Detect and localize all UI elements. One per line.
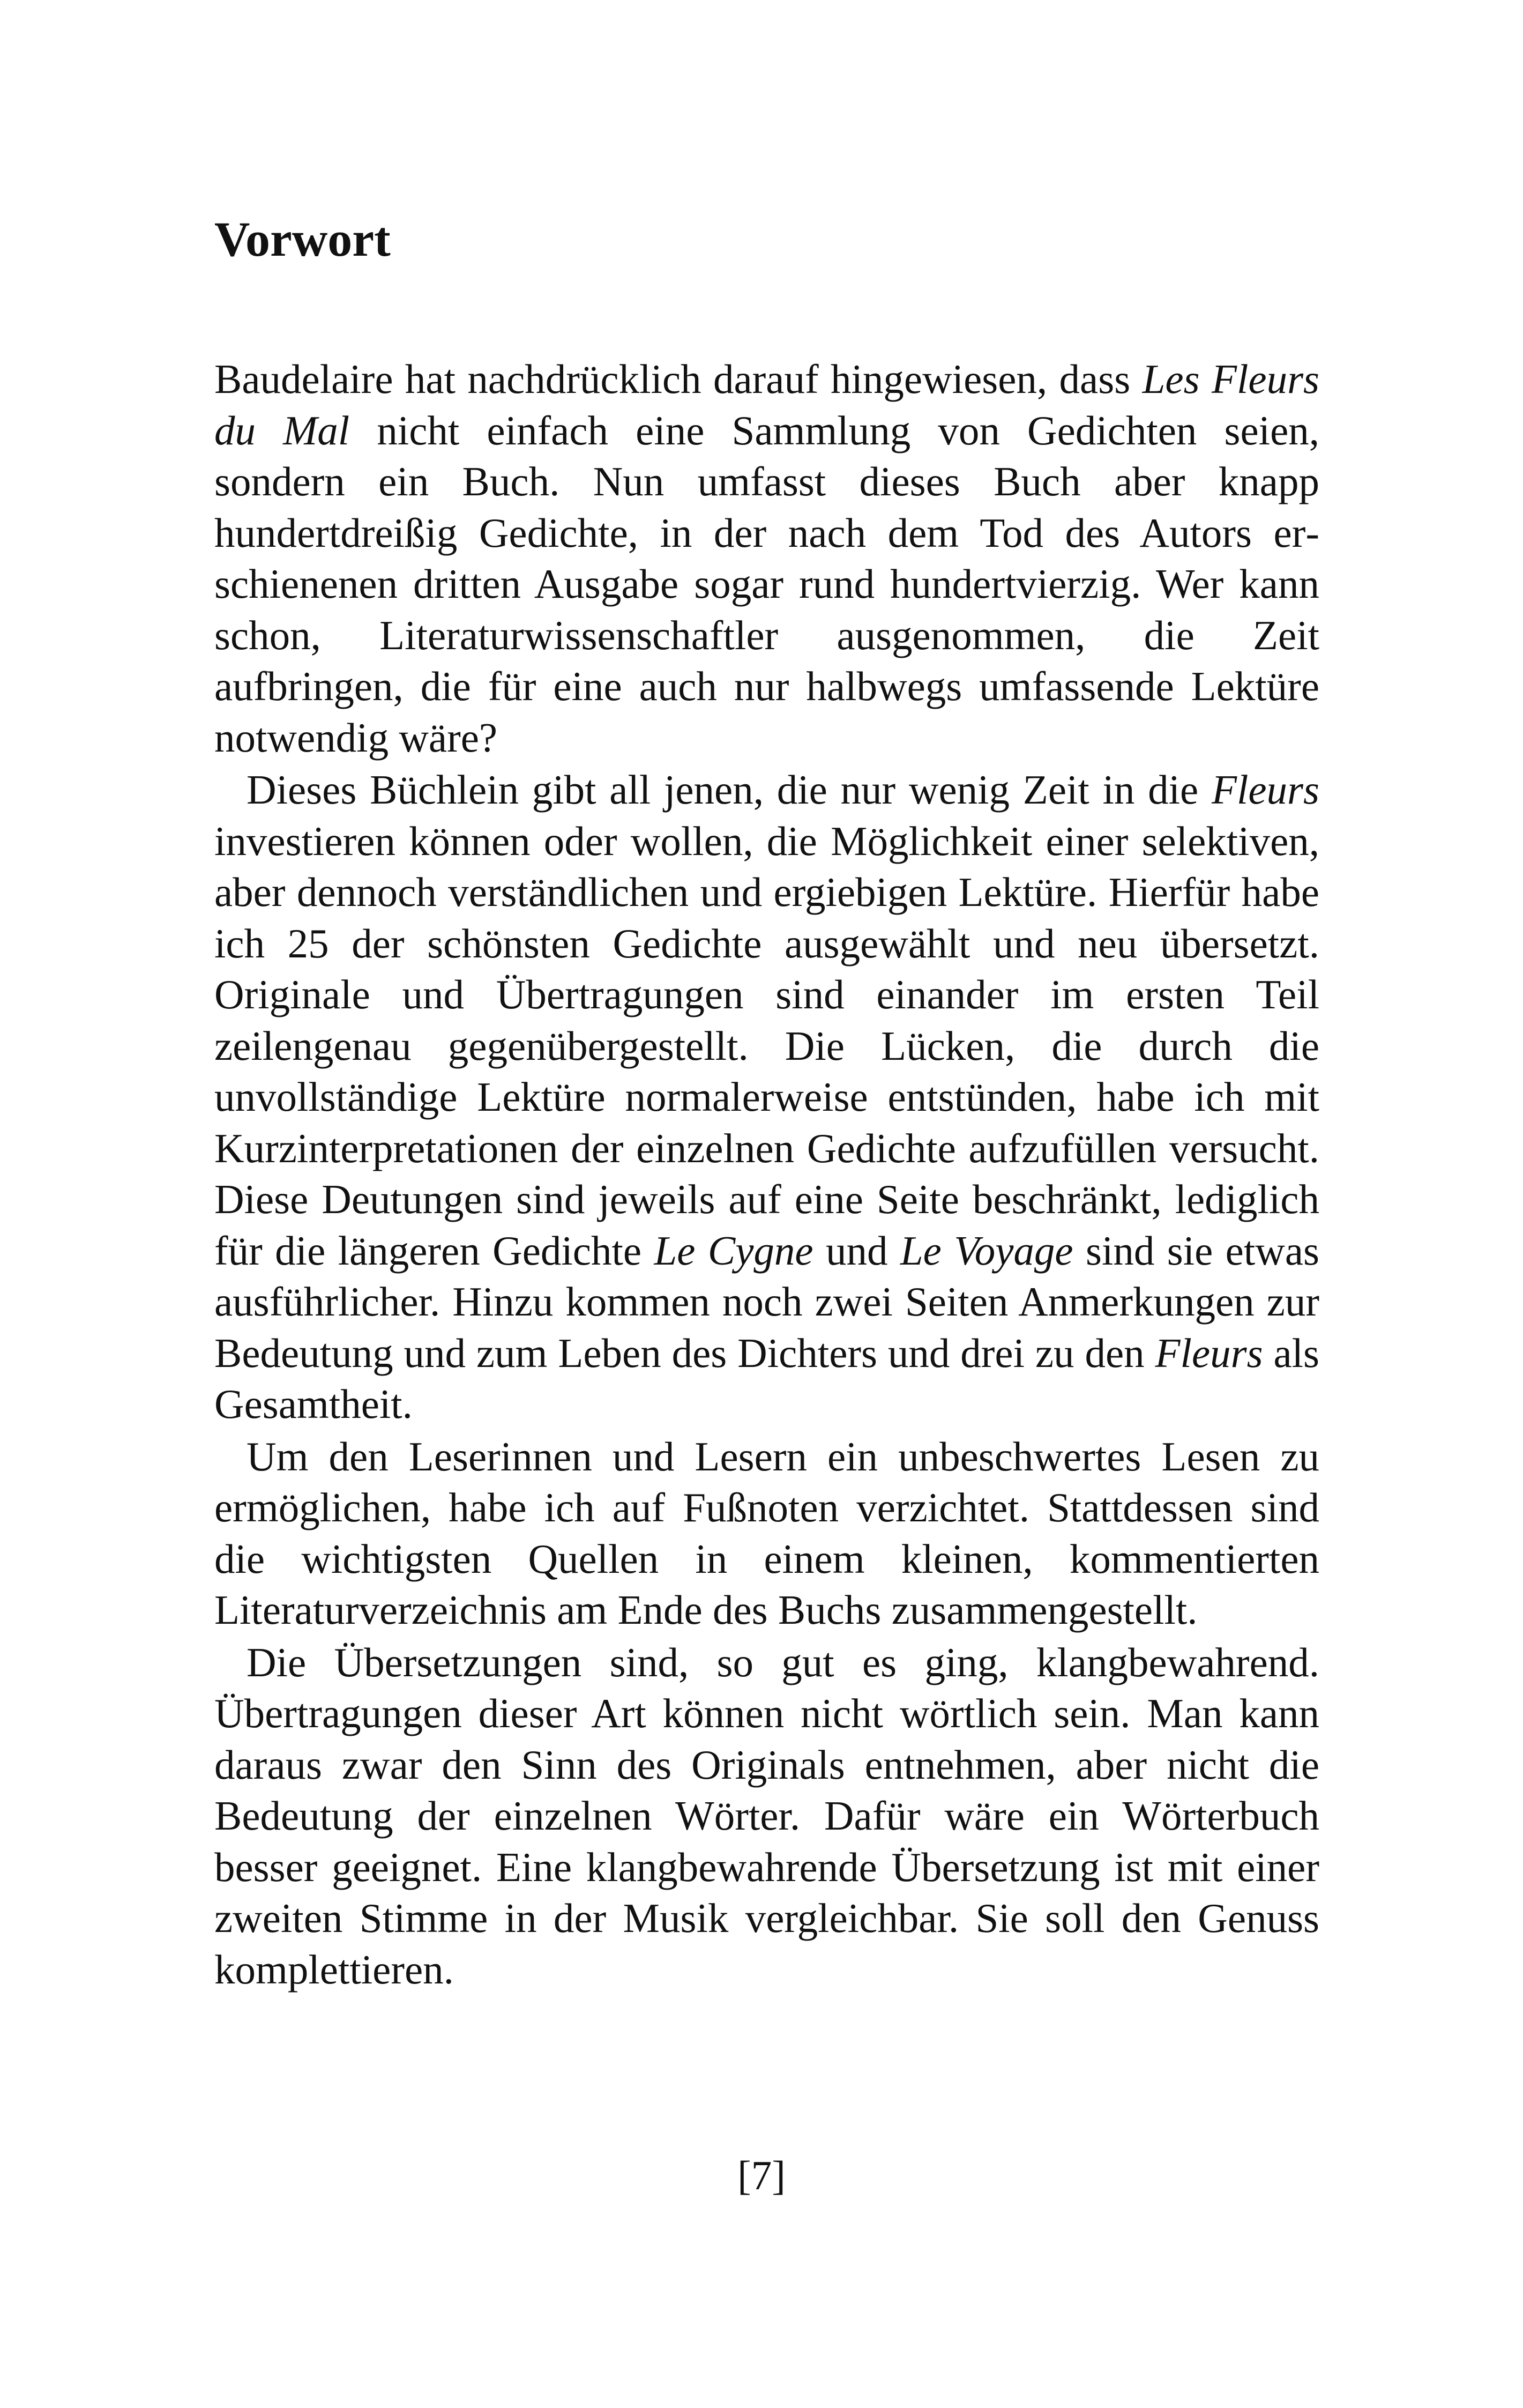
text-run: nicht einfach eine Sammlung von Gedichten seien, sondern ein Buch. Nun umfasst dieses Buch aber knapp hundertdreißig Gedichte, in der nach dem Tod des Autors erschienenen dritten Ausgabe sogar rund hundertvierzig. Wer kann schon, Literaturwissenschaftler ausgenommen, die Zeit aufbringen, die für eine auch nur halbwegs umfassende Lektüre notwendig wäre?: [214, 407, 1319, 761]
text-run: und: [813, 1227, 900, 1274]
italic-title: Fleurs: [1211, 767, 1319, 813]
italic-title: Le Cygne: [654, 1227, 813, 1274]
italic-title: Le Voyage: [900, 1227, 1073, 1274]
italic-title: Fleurs: [1155, 1329, 1263, 1376]
chapter-heading: Vorwort: [214, 212, 391, 266]
italic-title: Les Fleurs du Mal: [214, 356, 1319, 454]
paragraph: [214, 1637, 1319, 1996]
paragraph: [214, 764, 1319, 1430]
text-run: als Gesamtheit.: [214, 1329, 1319, 1427]
text-run: sind sie etwas ausführlicher. Hinzu kommen noch zwei Seiten Anmerkungen zur Bedeutung und zum Leben des Dichters und drei zu den: [214, 1227, 1319, 1376]
text-run: Um den Leserinnen und Lesern ein unbeschwertes Lesen zu ermöglichen, habe ich auf Fußnoten verzichtet. Stattdessen sind die wichtigsten Quellen in einem kleinen, kommentierten Literaturverzeichnis am Ende des Buchs zusammengestellt.: [214, 1433, 1319, 1633]
text-run: Baudelaire hat nachdrücklich darauf hingewiesen, dass: [214, 356, 1143, 402]
page-number: [7]: [737, 2152, 786, 2198]
text-run: Dieses Büchlein gibt all jenen, die nur wenig Zeit in die: [247, 767, 1212, 813]
paragraph: [214, 1431, 1319, 1636]
body-text: [214, 354, 1319, 1996]
paragraph: [214, 354, 1319, 763]
text-run: investieren können oder wollen, die Möglichkeit einer selektiven, aber dennoch verständlichen und ergiebigen Lektüre. Hierfür habe ich 25 der schönsten Gedichte ausgewählt und neu übersetzt. Originale und Übertragungen sind einander im ersten Teil zeilengenau gegenübergestellt. Die Lücken, die durch die unvollständige Lektüre normalerweise entstünden, habe ich mit Kurzinterpretationen der einzelnen Gedichte aufzufüllen versucht. Diese Deutungen sind jeweils auf eine Seite beschränkt, lediglich für die längeren Gedichte: [214, 817, 1319, 1274]
text-run: Die Übersetzungen sind, so gut es ging, klangbewahrend. Übertragungen dieser Art können nicht wörtlich sein. Man kann daraus zwar den Sinn des Originals entnehmen, aber nicht die Bedeutung der einzelnen Wörter. Dafür wäre ein Wörterbuch besser geeignet. Eine klangbewahrende Übersetzung ist mit einer zweiten Stimme in der Musik vergleichbar. Sie soll den Genuss komplettieren.: [214, 1639, 1319, 1993]
